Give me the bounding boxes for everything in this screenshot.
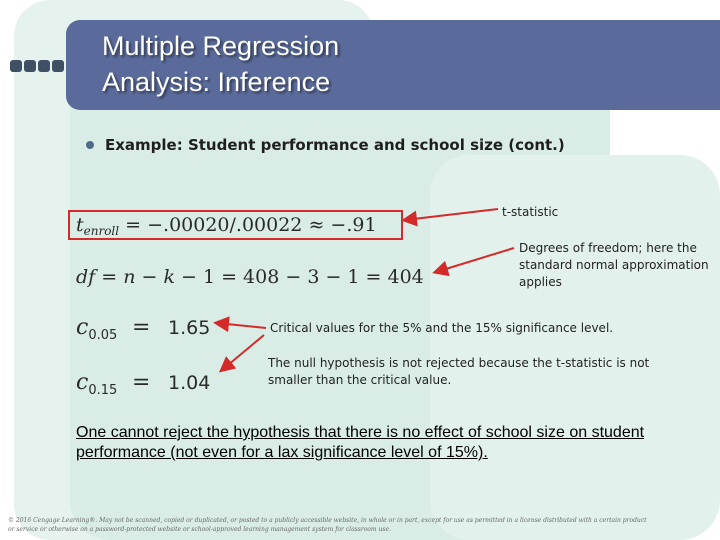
k-symbol: k (163, 266, 175, 288)
critical-value: 1.04 (168, 372, 211, 394)
equals-sign: = (132, 315, 151, 340)
df-minus: − (135, 266, 164, 288)
c-subscript: 0.15 (88, 383, 118, 398)
c-symbol: c (76, 370, 89, 395)
null-hypothesis-note: The null hypothesis is not rejected because the t-statistic is not smaller than the critical value. (268, 356, 650, 387)
bullet-text: Example: Student performance and school size (cont.) (105, 136, 565, 154)
critical-values-note: Critical values for the 5% and the 15% significance level. (270, 321, 614, 335)
title-line-2: Analysis: Inference (102, 67, 331, 97)
t-statistic-value: = −.00020/.00022 ≈ −.91 (125, 214, 377, 236)
t-subscript: enroll (83, 224, 120, 238)
conclusion-text: One cannot reject the hypothesis that there is no effect of school size on student performance (not even for a lax significance level of 15%). (76, 424, 645, 461)
c-symbol: c (76, 315, 89, 340)
degrees-of-freedom-note: Degrees of freedom; here the standard normal approximation applies (519, 241, 709, 289)
c-subscript: 0.05 (88, 328, 118, 343)
t-symbol: t (76, 214, 84, 236)
t-statistic-note: t-statistic (502, 205, 559, 219)
title-line-1: Multiple Regression (102, 31, 340, 61)
critical-value: 1.65 (168, 317, 211, 339)
df-value: − 1 = 408 − 3 − 1 = 404 (174, 266, 424, 288)
df-symbol: df (76, 266, 96, 288)
arrow-to-critical-5pct (217, 323, 266, 328)
arrow-to-df (436, 248, 514, 272)
arrow-to-t-statistic (405, 209, 498, 220)
arrow-to-critical-15pct (222, 335, 264, 370)
copyright-footer: © 2016 Cengage Learning®. May not be scanned, copied or duplicated, or posted to a publicly accessible website, in whole or in part, except for use as permitted in a license distributed with a certain product or service or otherwise on a password-protected website or school-approved learning management system for classroom use. (8, 517, 647, 533)
df-equals: = (95, 266, 124, 288)
n-symbol: n (123, 266, 136, 288)
equals-sign: = (132, 370, 151, 395)
